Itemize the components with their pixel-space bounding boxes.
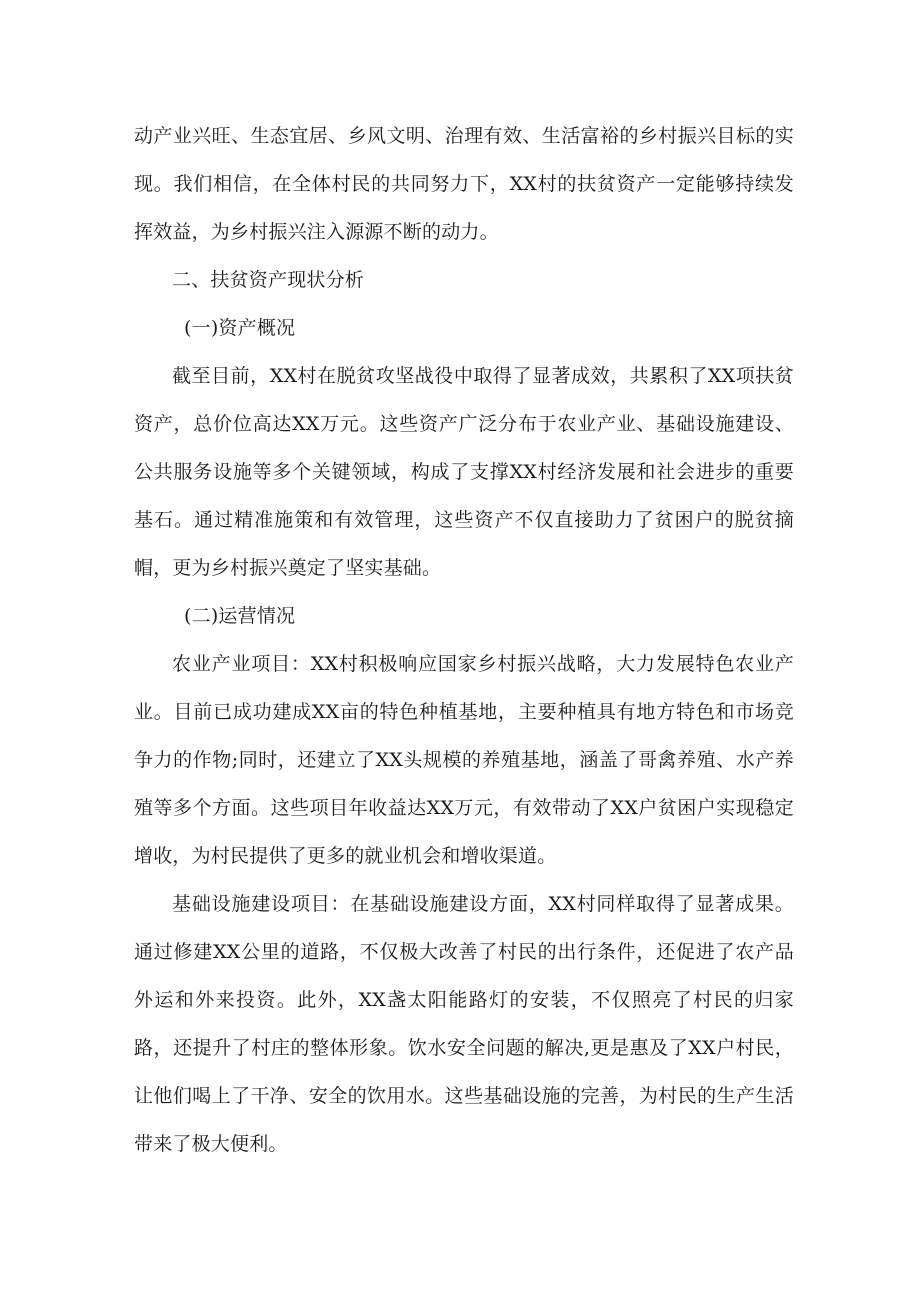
paragraph-asset-overview: 截至目前，XX村在脱贫攻坚战役中取得了显著成效，共累积了XX项扶贫资产，总价位高达XX万元。这些资产广泛分布于农业产业、基础设施建设、公共服务设施等多个关键领域，构成了支撑XX村经济发展和社会进步的重要基石。通过精准施策和有效管理，这些资产不仅直接助力了贫困户的脱贫摘帽，更为乡村振兴奠定了坚实基础。 — [134, 365, 794, 579]
document-body — [134, 112, 794, 1168]
paragraph-infrastructure-projects: 基础设施建设项目：在基础设施建设方面，XX村同样取得了显著成果。通过修建XX公里的道路，不仅极大改善了村民的出行条件，还促进了农产品外运和外来投资。此外，XX盏太阳能路灯的安装，不仅照亮了村民的归家路，还提升了村庄的整体形象。饮水安全问题的解决,更是惠及了XX户村民，让他们喝上了干净、安全的饮用水。这些基础设施的完善，为村民的生产生活带来了极大便利。 — [134, 893, 794, 1155]
paragraph-continuation: 动产业兴旺、生态宜居、乡风文明、治理有效、生活富裕的乡村振兴目标的实现。我们相信，在全体村民的共同努力下，XX村的扶贫资产一定能够持续发挥效益，为乡村振兴注入源源不断的动力。 — [134, 125, 794, 243]
subsection-heading-operations: (二)运营情况 — [184, 605, 296, 627]
subsection-heading-asset-overview: (一)资产概况 — [184, 317, 296, 339]
paragraph-agriculture-projects: 农业产业项目：XX村积极响应国家乡村振兴战略，大力发展特色农业产业。目前已成功建成XX亩的特色种植基地，主要种植具有地方特色和市场竞争力的作物;同时，还建立了XX头规模的养殖基地，涵盖了哥禽养殖、水产养殖等多个方面。这些项目年收益达XX万元，有效带动了XX户贫困户实现稳定增收，为村民提供了更多的就业机会和增收渠道。 — [134, 653, 794, 867]
section-heading-status-analysis: 二、扶贫资产现状分析 — [172, 269, 365, 291]
